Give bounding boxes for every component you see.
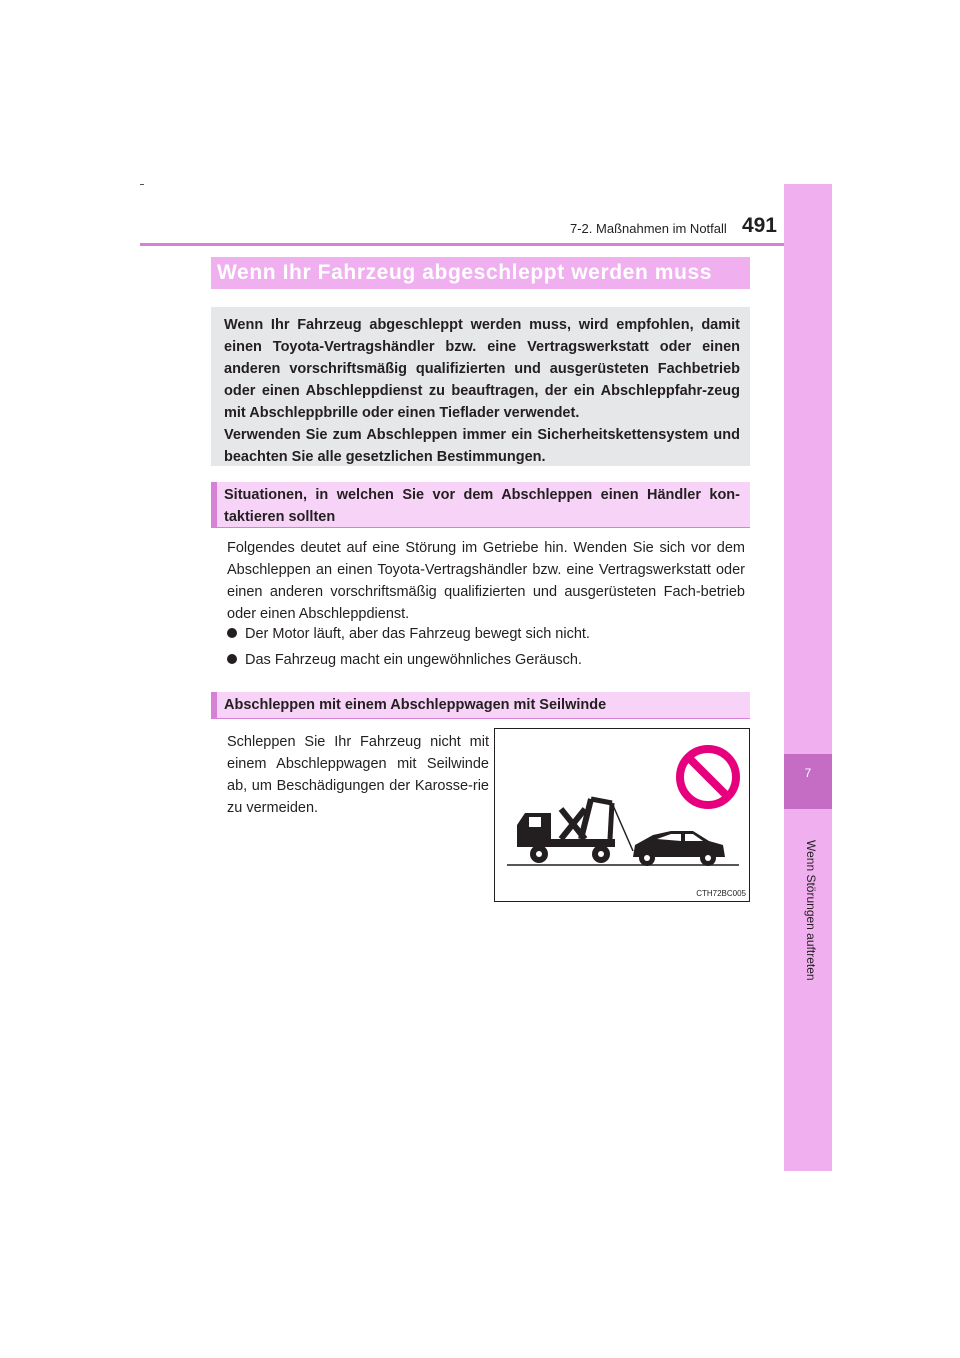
- intro-text: [224, 314, 740, 468]
- body-paragraph: Folgendes deutet auf eine Störung im Getriebe hin. Wenden Sie sich vor dem Abschleppen an einen Toyota-Vertragshändler bzw. eine Vertragswerkstatt oder einen anderen vorschriftsmäßig qualifizierten und ausgerüsteten Fach-betrieb oder einen Abschleppdienst.: [227, 540, 745, 622]
- subheading-dealer-contact: Situationen, in welchen Sie vor dem Abschleppen einen Händler kon-taktieren sollten: [224, 487, 740, 525]
- bullet-item: [227, 649, 747, 671]
- header-rule: [140, 243, 832, 246]
- bullet-text: Das Fahrzeug macht ein ungewöhnliches Geräusch.: [245, 652, 582, 668]
- intro-paragraph: Verwenden Sie zum Abschleppen immer ein Sicherheitskettensystem und beachten Sie alle gesetzlichen Bestimmungen.: [224, 427, 740, 465]
- subheading-winch-tow: Abschleppen mit einem Abschleppwagen mit Seilwinde: [224, 697, 607, 713]
- tow-truck-icon: [517, 799, 615, 863]
- chapter-tab: [784, 754, 832, 809]
- intro-paragraph: Wenn Ihr Fahrzeug abgeschleppt werden muss, wird empfohlen, damit einen Toyota-Vertragshändler bzw. eine Vertragswerkstatt oder einen anderen vorschriftsmäßig qualifizierten und ausgerüsteten Fachbetrieb oder einen Abschleppdienst zu beauftragen, der ein Abschleppfahr-zeug mit Abschleppbrille oder einen Tieflader verwendet.: [224, 317, 740, 421]
- bullet-item: [227, 623, 747, 645]
- figure-code: CTH72BC005: [696, 889, 746, 898]
- crop-mark: [140, 184, 144, 185]
- bullet-icon: [227, 654, 237, 664]
- page-number: 491: [741, 214, 777, 237]
- header-section: 7-2. Maßnahmen im Notfall: [570, 221, 727, 236]
- section-title: Wenn Ihr Fahrzeug abgeschleppt werden muss: [217, 261, 713, 284]
- chapter-number: 7: [804, 766, 812, 780]
- bullet-icon: [227, 628, 237, 638]
- car-icon: [633, 831, 725, 866]
- prohibition-icon: [680, 749, 736, 805]
- chapter-title: Wenn Störungen auftreten: [804, 840, 818, 981]
- body-paragraph: Schleppen Sie Ihr Fahrzeug nicht mit einem Abschleppwagen mit Seilwinde ab, um Beschädigungen der Karosse-rie zu vermeiden.: [227, 734, 489, 816]
- tow-illustration: [494, 728, 750, 902]
- bullet-text: Der Motor läuft, aber das Fahrzeug bewegt sich nicht.: [245, 626, 590, 642]
